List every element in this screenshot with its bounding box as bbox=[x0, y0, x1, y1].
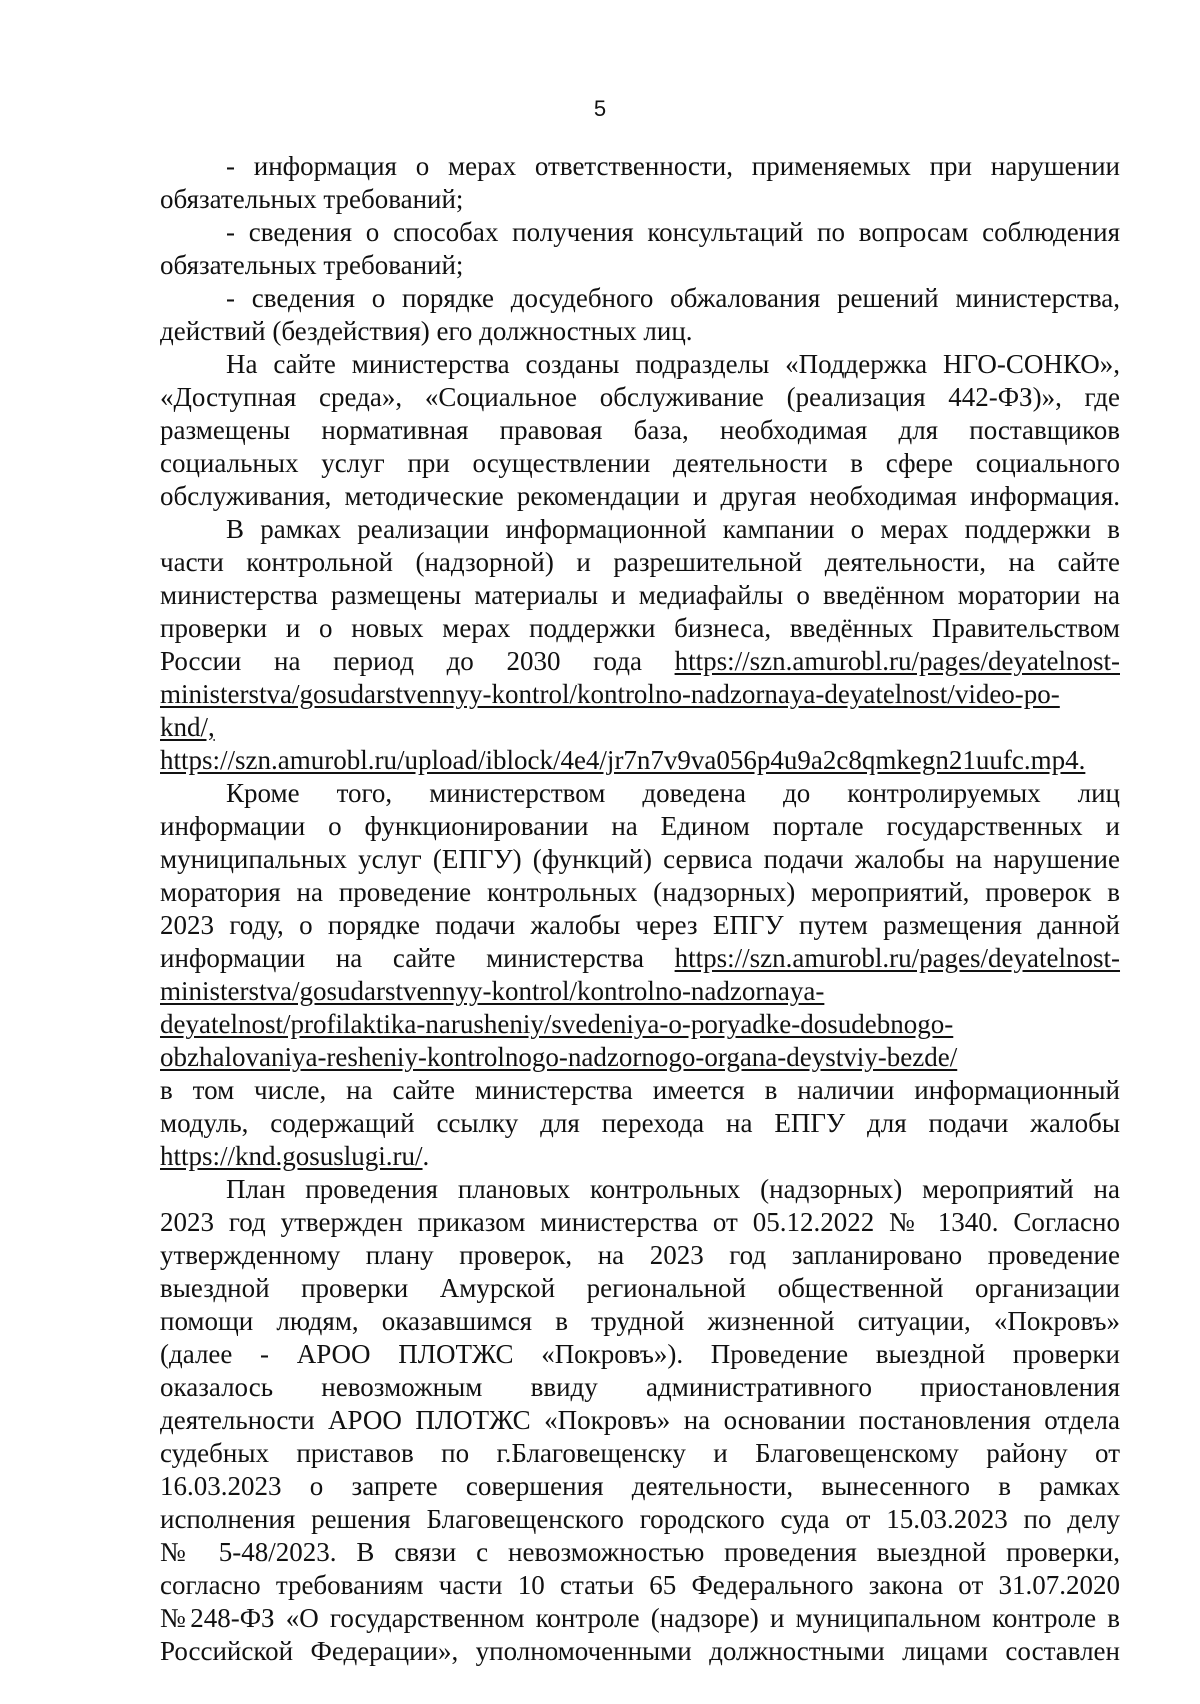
line-text: В рамках реализации информационной кампании о мерах поддержки в bbox=[226, 514, 1120, 544]
line-text: проверки и о новых мерах поддержки бизнеса, введённых Правительством bbox=[160, 613, 1120, 643]
text-line bbox=[160, 1338, 1120, 1371]
text-line bbox=[160, 579, 1120, 612]
hyperlink[interactable]: obzhalovaniya-resheniy-kontrolnogo-nadzornogo-organa-deystviy-bezde/ bbox=[160, 1042, 958, 1072]
line-text: судебных приставов по г.Благовещенску и Благовещенскому району от bbox=[160, 1438, 1120, 1468]
text-line bbox=[160, 1371, 1120, 1404]
line-text: выездной проверки Амурской региональной общественной организации bbox=[160, 1273, 1120, 1303]
text-line bbox=[160, 1239, 1120, 1272]
text-line bbox=[160, 1107, 1120, 1140]
text-line bbox=[160, 612, 1120, 645]
text-line bbox=[160, 777, 1120, 810]
hyperlink[interactable]: ministerstva/gosudarstvennyy-kontrol/kontrolno-nadzornaya- bbox=[160, 976, 825, 1006]
text-line bbox=[160, 282, 1120, 315]
text-line bbox=[160, 1041, 1120, 1074]
text-line bbox=[160, 381, 1120, 414]
text-line bbox=[160, 1008, 1120, 1041]
line-text: в том числе, на сайте министерства имеется в наличии информационный bbox=[160, 1075, 1120, 1105]
line-text: исполнения решения Благовещенского городского суда от 15.03.2023 по делу bbox=[160, 1504, 1120, 1534]
line-text: - сведения о способах получения консультаций по вопросам соблюдения bbox=[226, 217, 1120, 247]
text-line bbox=[160, 975, 1120, 1008]
line-text-after: . bbox=[422, 1141, 430, 1171]
document-body bbox=[160, 150, 1120, 1668]
line-text: «Доступная среда», «Социальное обслуживание (реализация 442-ФЗ)», где bbox=[160, 382, 1120, 412]
line-text: План проведения плановых контрольных (надзорных) мероприятий на bbox=[226, 1174, 1120, 1204]
line-text: № 5-48/2023. В связи с невозможностью проведения выездной проверки, bbox=[160, 1537, 1120, 1567]
hyperlink[interactable]: https://knd.gosuslugi.ru/ bbox=[160, 1141, 423, 1171]
line-text: муниципальных услуг (ЕПГУ) (функций) сервиса подачи жалобы на нарушение bbox=[160, 844, 1120, 874]
line-text: (далее - АРОО ПЛОТЖС «Покровъ»). Проведение выездной проверки bbox=[160, 1339, 1120, 1369]
text-line bbox=[160, 249, 1120, 282]
text-line bbox=[160, 1470, 1120, 1503]
hyperlink[interactable]: knd/, bbox=[160, 712, 215, 742]
text-line bbox=[160, 810, 1120, 843]
text-line bbox=[160, 1437, 1120, 1470]
line-text: 2023 году, о порядке подачи жалобы через ЕПГУ путем размещения данной bbox=[160, 910, 1120, 940]
line-text: №248-ФЗ «О государственном контроле (надзоре) и муниципальном контроле в bbox=[160, 1603, 1120, 1633]
line-text: оказалось невозможным ввиду административного приостановления bbox=[160, 1372, 1120, 1402]
text-line bbox=[160, 1272, 1120, 1305]
text-line bbox=[160, 1536, 1120, 1569]
line-text: - информация о мерах ответственности, применяемых при нарушении bbox=[226, 151, 1120, 181]
text-line bbox=[160, 876, 1120, 909]
text-line bbox=[160, 1206, 1120, 1239]
line-text: - сведения о порядке досудебного обжалования решений министерства, bbox=[226, 283, 1120, 313]
text-line bbox=[160, 942, 1120, 975]
text-line bbox=[160, 1140, 1120, 1173]
line-text: части контрольной (надзорной) и разрешительной деятельности, на сайте bbox=[160, 547, 1120, 577]
text-line bbox=[160, 1074, 1120, 1107]
text-line bbox=[160, 150, 1120, 183]
line-text: России на период до 2030 года bbox=[160, 646, 642, 676]
text-line bbox=[160, 1173, 1120, 1206]
text-line bbox=[160, 1602, 1120, 1635]
text-line bbox=[160, 711, 1120, 744]
text-line bbox=[160, 513, 1120, 546]
text-line bbox=[160, 480, 1120, 513]
text-line bbox=[160, 348, 1120, 381]
text-line bbox=[160, 447, 1120, 480]
text-line bbox=[160, 1404, 1120, 1437]
page-number: 5 bbox=[593, 96, 607, 121]
hyperlink[interactable]: deyatelnost/profilaktika-narusheniy/svedeniya-o-poryadke-dosudebnogo- bbox=[160, 1009, 954, 1039]
line-text: моратория на проведение контрольных (надзорных) мероприятий, проверок в bbox=[160, 877, 1120, 907]
text-line bbox=[160, 216, 1120, 249]
line-text: Российской Федерации», уполномоченными должностными лицами составлен bbox=[160, 1636, 1120, 1666]
hyperlink[interactable]: https://szn.amurobl.ru/pages/deyatelnost- bbox=[674, 943, 1121, 973]
line-text: 2023 год утвержден приказом министерства от 05.12.2022 № 1340. Согласно bbox=[160, 1207, 1120, 1237]
text-line bbox=[160, 1503, 1120, 1536]
text-line bbox=[160, 1569, 1120, 1602]
line-text: действий (бездействия) его должностных лиц. bbox=[160, 316, 693, 346]
hyperlink[interactable]: https://szn.amurobl.ru/upload/iblock/4e4/jr7n7v9va056p4u9a2c8qmkegn21uufc.mp4. bbox=[160, 745, 1086, 775]
line-text: обслуживания, методические рекомендации и другая необходимая информация. bbox=[160, 481, 1120, 511]
line-text: обязательных требований; bbox=[160, 184, 464, 214]
hyperlink[interactable]: https://szn.amurobl.ru/pages/deyatelnost- bbox=[674, 646, 1120, 676]
text-line bbox=[160, 843, 1120, 876]
line-text: утвержденному плану проверок, на 2023 год запланировано проведение bbox=[160, 1240, 1120, 1270]
text-line bbox=[160, 414, 1120, 447]
line-text: согласно требованиям части 10 статьи 65 Федерального закона от 31.07.2020 bbox=[160, 1570, 1120, 1600]
line-text: обязательных требований; bbox=[160, 250, 464, 280]
text-line bbox=[160, 183, 1120, 216]
line-text: министерства размещены материалы и медиафайлы о введённом моратории на bbox=[160, 580, 1120, 610]
line-text: Кроме того, министерством доведена до контролируемых лиц bbox=[226, 778, 1120, 808]
text-line bbox=[160, 1635, 1120, 1668]
text-line bbox=[160, 546, 1120, 579]
text-line bbox=[160, 315, 1120, 348]
line-text: деятельности АРОО ПЛОТЖС «Покровъ» на основании постановления отдела bbox=[160, 1405, 1120, 1435]
line-text: информации на сайте министерства bbox=[160, 943, 644, 973]
line-text: модуль, содержащий ссылку для перехода на ЕПГУ для подачи жалобы bbox=[160, 1108, 1120, 1138]
text-line bbox=[160, 744, 1120, 777]
line-text: помощи людям, оказавшимся в трудной жизненной ситуации, «Покровъ» bbox=[160, 1306, 1120, 1336]
line-text: социальных услуг при осуществлении деятельности в сфере социального bbox=[160, 448, 1120, 478]
text-line bbox=[160, 678, 1120, 711]
hyperlink[interactable]: ministerstva/gosudarstvennyy-kontrol/kontrolno-nadzornaya-deyatelnost/video-po- bbox=[160, 679, 1060, 709]
text-line bbox=[160, 645, 1120, 678]
line-text: 16.03.2023 о запрете совершения деятельности, вынесенного в рамках bbox=[160, 1471, 1120, 1501]
line-text: информации о функционировании на Едином портале государственных и bbox=[160, 811, 1120, 841]
text-line bbox=[160, 909, 1120, 942]
line-text: размещены нормативная правовая база, необходимая для поставщиков bbox=[160, 415, 1120, 445]
line-text: На сайте министерства созданы подразделы «Поддержка НГО-СОНКО», bbox=[226, 349, 1120, 379]
text-line bbox=[160, 1305, 1120, 1338]
